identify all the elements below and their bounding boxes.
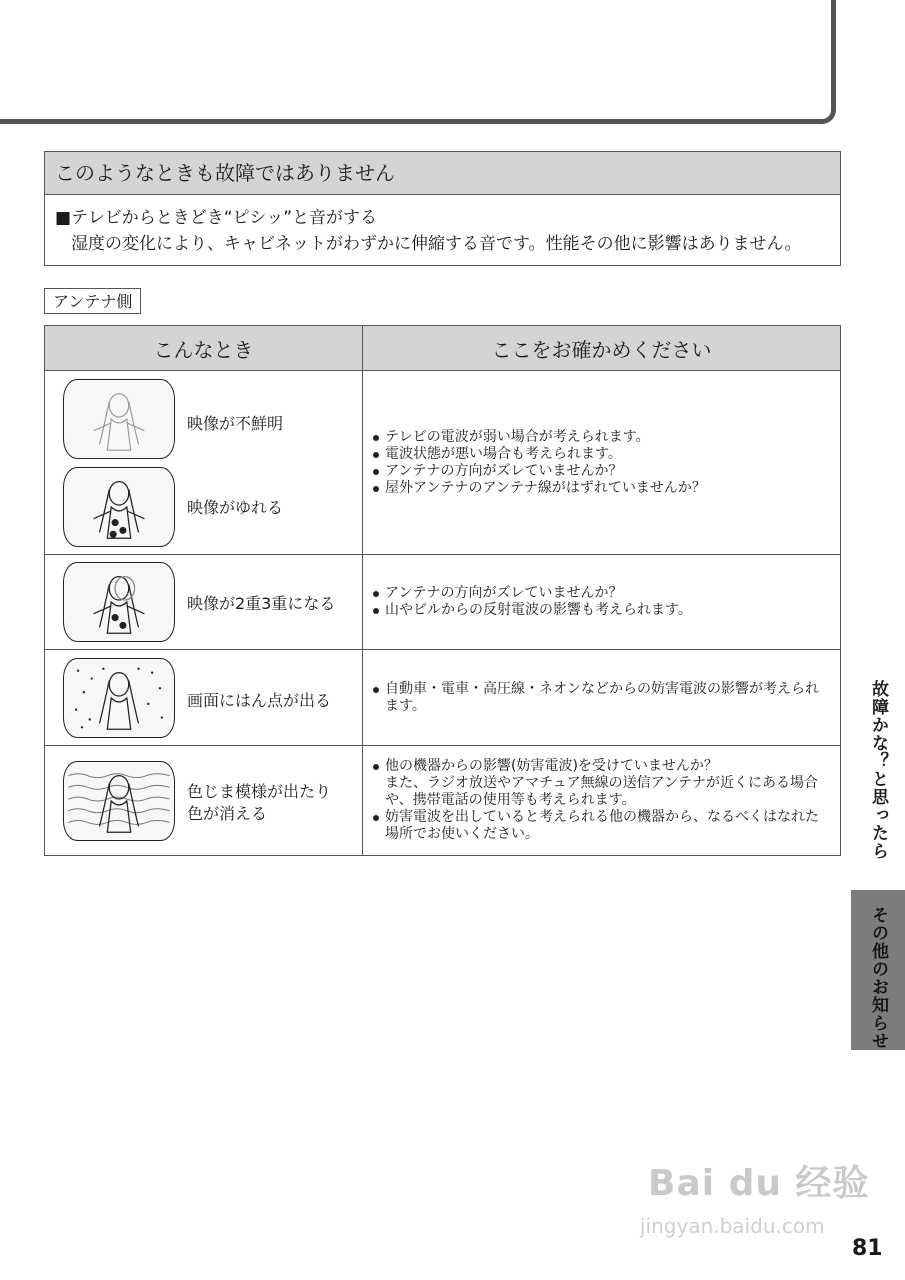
symptom-cell	[45, 555, 363, 650]
check-cell	[363, 555, 841, 650]
check-cell	[363, 746, 841, 856]
check-cell	[363, 371, 841, 555]
table-row	[45, 746, 841, 856]
top-frame	[0, 0, 836, 124]
note-heading: ■テレビからときどき“ピシッ”と音がする	[55, 208, 377, 228]
tv-screen-icon	[63, 379, 175, 459]
check-cell	[363, 650, 841, 746]
table-row	[45, 371, 841, 555]
symptom-label: 映像が2重3重になる	[187, 594, 336, 613]
tv-screen-icon	[63, 562, 175, 642]
note-title: このようなときも故障ではありません	[45, 152, 840, 195]
symptom-label-group	[187, 781, 331, 825]
check-item: テレビの電波が弱い場合が考えられます。	[371, 429, 830, 446]
check-item: アンテナの方向がズレていませんか？	[371, 585, 830, 602]
header-check: ここをお確かめください	[363, 326, 841, 371]
page-number: 81	[852, 1236, 883, 1261]
section-label: アンテナ側	[44, 288, 141, 314]
check-item: 妨害電波を出していると考えられる他の機器から、なるべくはなれた場所でお使いください。	[371, 809, 830, 843]
watermark-logo: Bai du 经验	[648, 1163, 870, 1204]
check-item: 山やビルからの反射電波の影響も考えられます。	[371, 602, 830, 619]
side-tab-troubleshooting[interactable]: 故障かな？と思ったら	[868, 680, 888, 860]
check-item: 屋外アンテナのアンテナ線がはずれていませんか？	[371, 480, 830, 497]
side-tab-other-info[interactable]: その他のお知らせ	[851, 890, 905, 1050]
check-item: 電波状態が悪い場合も考えられます。	[371, 446, 830, 463]
tv-screen-icon	[63, 761, 175, 841]
symptom-cell	[45, 371, 363, 555]
tv-screen-icon	[63, 658, 175, 738]
check-item: 他の機器からの影響(妨害電波)を受けていませんか？	[371, 758, 830, 775]
header-symptom: こんなとき	[45, 326, 363, 371]
table-row	[45, 555, 841, 650]
note-body: 湿度の変化により、キャビネットがわずかに伸縮する音です。性能その他に影響はありません。	[71, 234, 802, 254]
symptom-label: 色が消える	[187, 804, 268, 823]
table-row	[45, 650, 841, 746]
symptom-label: 画面にはん点が出る	[187, 691, 332, 710]
check-item: 自動車・電車・高圧線・ネオンなどからの妨害電波の影響が考えられます。	[371, 681, 830, 715]
symptom-label: 映像がゆれる	[187, 498, 284, 517]
note-box	[44, 151, 841, 266]
tv-screen-icon	[63, 467, 175, 547]
check-item: アンテナの方向がズレていませんか？	[371, 463, 830, 480]
symptom-label: 映像が不鮮明	[187, 414, 284, 433]
symptom-cell	[45, 746, 363, 856]
symptom-label: 色じま模様が出たり	[187, 782, 332, 801]
watermark-url: jingyan.baidu.com	[640, 1214, 825, 1238]
symptom-cell	[45, 650, 363, 746]
check-item-continued: また、ラジオ放送やアマチュア無線の送信アンテナが近くにある場合や、携帯電話の使用等も考えられます。	[385, 775, 819, 808]
troubleshooting-table	[44, 325, 841, 856]
